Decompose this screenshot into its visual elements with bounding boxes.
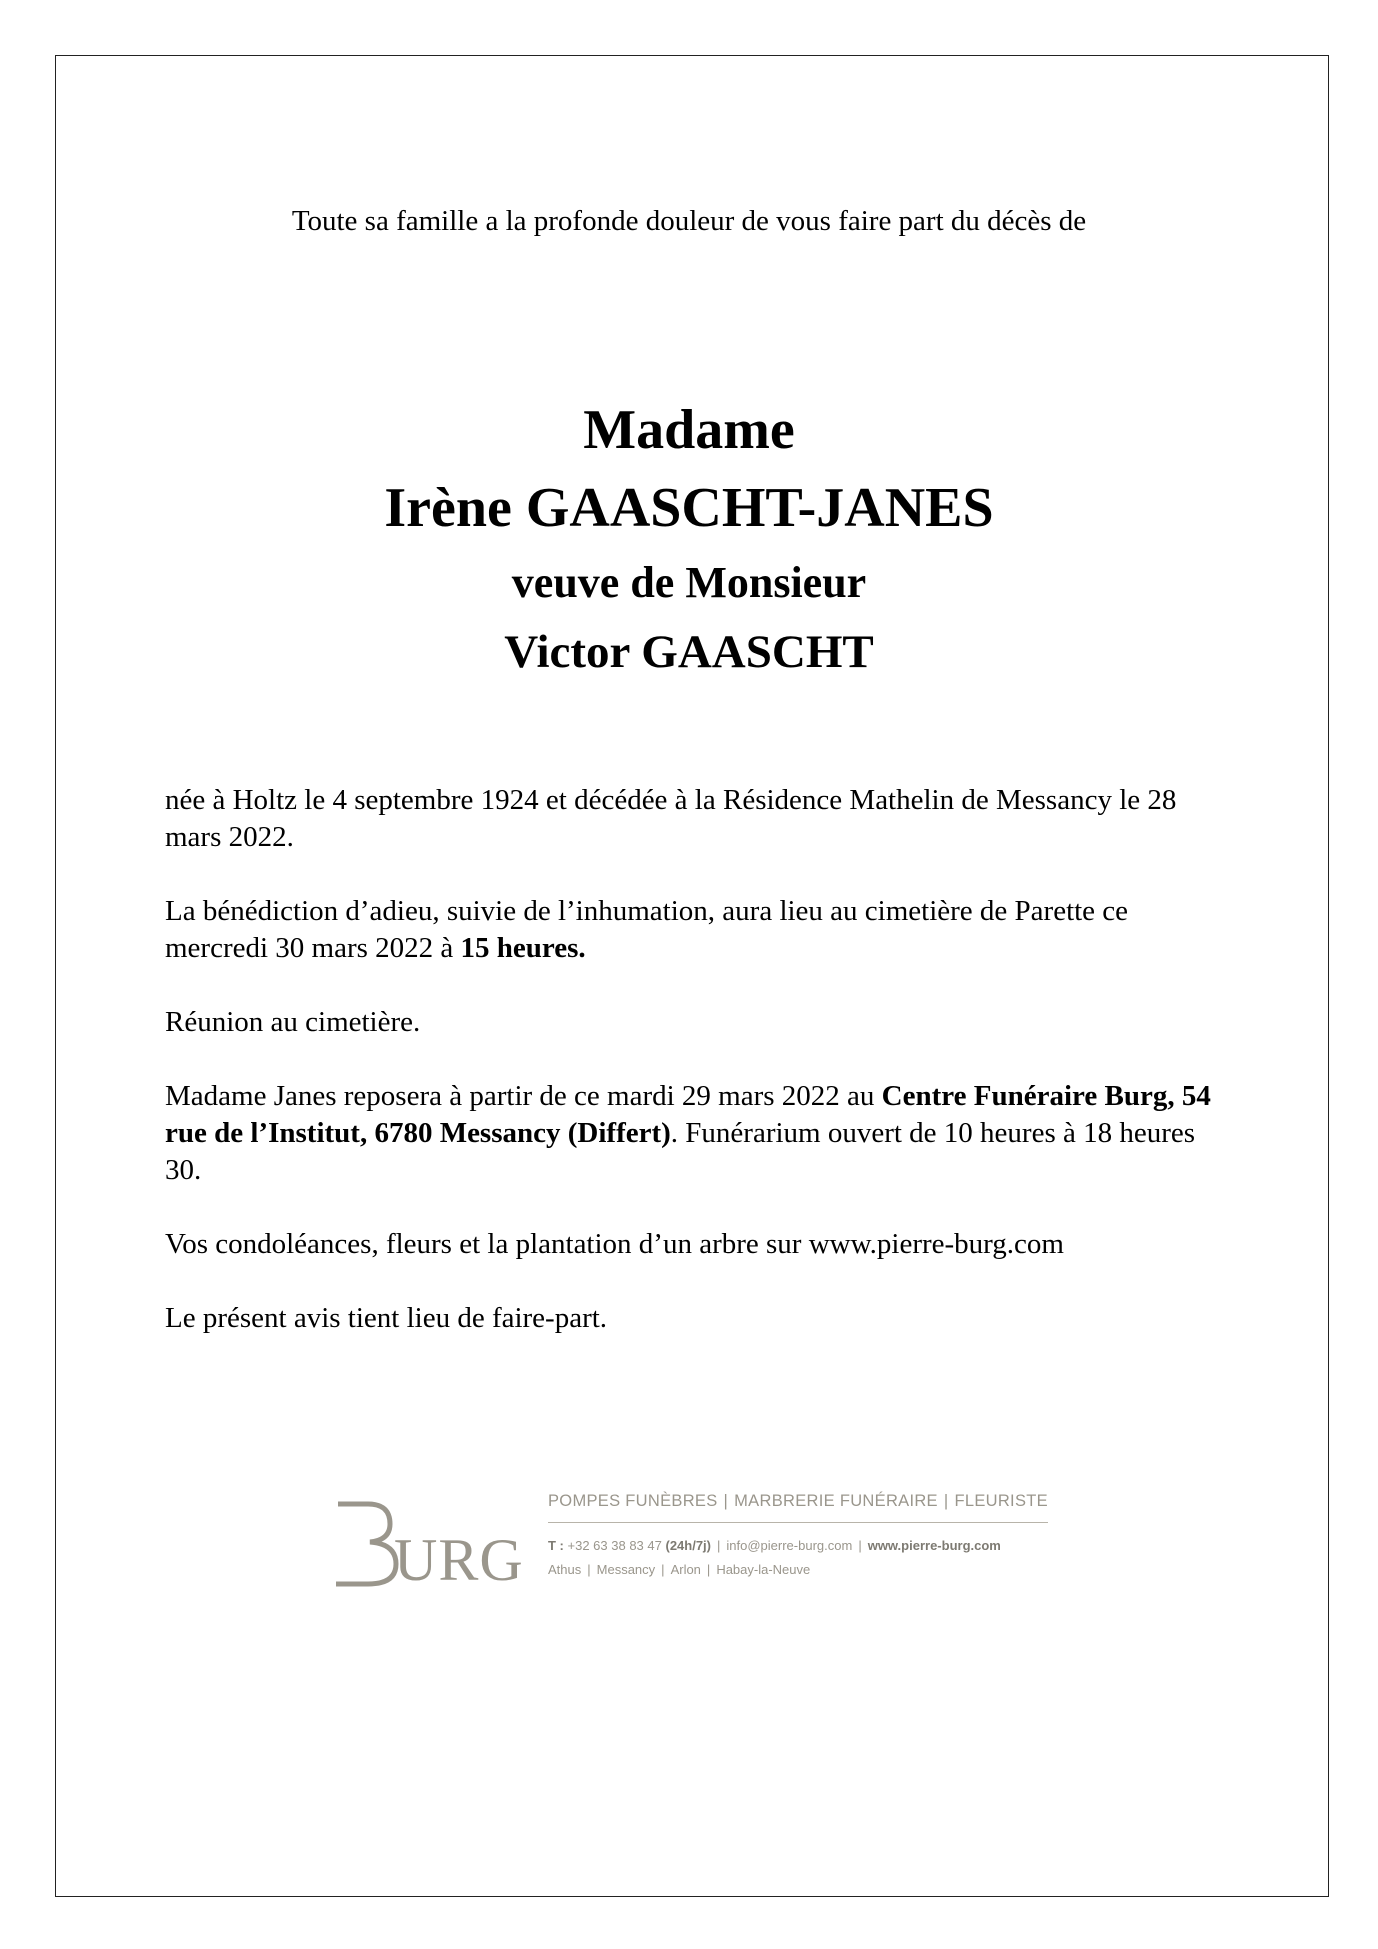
phone-hours: (24h/7j) <box>665 1538 711 1553</box>
spouse-name: Victor GAASCHT <box>504 626 874 678</box>
location-item: Arlon <box>670 1562 701 1577</box>
service-item: POMPES FUNÈBRES <box>548 1492 718 1510</box>
funeral-home-footer <box>330 1490 1050 1600</box>
closing-paragraph: Le présent avis tient lieu de faire-part. <box>165 1302 608 1334</box>
meeting-paragraph: Réunion au cimetière. <box>165 1006 421 1038</box>
notice-body <box>165 782 1225 1374</box>
services-list: POMPES FUNÈBRES | MARBRERIE FUNÉRAIRE | FLEURISTE <box>548 1492 1048 1510</box>
ceremony-paragraph <box>165 893 1225 967</box>
deceased-name-block <box>0 392 1378 686</box>
email-link[interactable]: info@pierre-burg.com <box>726 1538 853 1553</box>
contact-line: T : +32 63 38 83 47 (24h/7j) | info@pierre-burg.com | www.pierre-burg.com <box>548 1538 1001 1553</box>
ceremony-text: La bénédiction d’adieu, suivie de l’inhumation, aura lieu au cimetière de Parette ce mercredi 30 mars 2022 à <box>165 895 1129 964</box>
svg-text:URG: URG <box>394 1527 524 1593</box>
visitation-place: Centre Funéraire Burg, 54 rue de l’Institut, 6780 Messancy (Differt) <box>165 1080 1211 1149</box>
location-item: Habay-la-Neuve <box>716 1562 811 1577</box>
deceased-name: Irène GAASCHT-JANES <box>384 477 994 539</box>
website-link[interactable]: www.pierre-burg.com <box>867 1538 1001 1553</box>
intro-text: Toute sa famille a la profonde douleur de vous faire part du décès de <box>291 205 1087 237</box>
birth-death-paragraph: née à Holtz le 4 septembre 1924 et décédée à la Résidence Mathelin de Messancy le 28 mars 2022. <box>165 784 1177 853</box>
service-item: FLEURISTE <box>954 1492 1048 1510</box>
locations-line: Athus | Messancy | Arlon | Habay-la-Neuve <box>548 1562 811 1577</box>
visitation-hours: . Funérarium ouvert de 10 heures à 18 heures 30. <box>165 1117 1196 1186</box>
visitation-paragraph <box>165 1078 1225 1189</box>
ceremony-time: 15 heures. <box>460 932 586 964</box>
burg-logo <box>330 1490 524 1593</box>
widow-of-label: veuve de Monsieur <box>511 558 867 607</box>
deceased-title: Madame <box>583 399 795 461</box>
service-item: MARBRERIE FUNÉRAIRE <box>734 1492 938 1510</box>
phone-number: +32 63 38 83 47 <box>567 1538 662 1553</box>
footer-divider <box>548 1522 1048 1523</box>
location-item: Messancy <box>596 1562 656 1577</box>
phone-label: T : <box>548 1538 564 1553</box>
location-item: Athus <box>548 1562 582 1577</box>
condolences-paragraph: Vos condoléances, fleurs et la plantation d’un arbre sur www.pierre-burg.com <box>165 1228 1064 1260</box>
visitation-text: Madame Janes reposera à partir de ce mardi 29 mars 2022 au <box>165 1080 875 1112</box>
